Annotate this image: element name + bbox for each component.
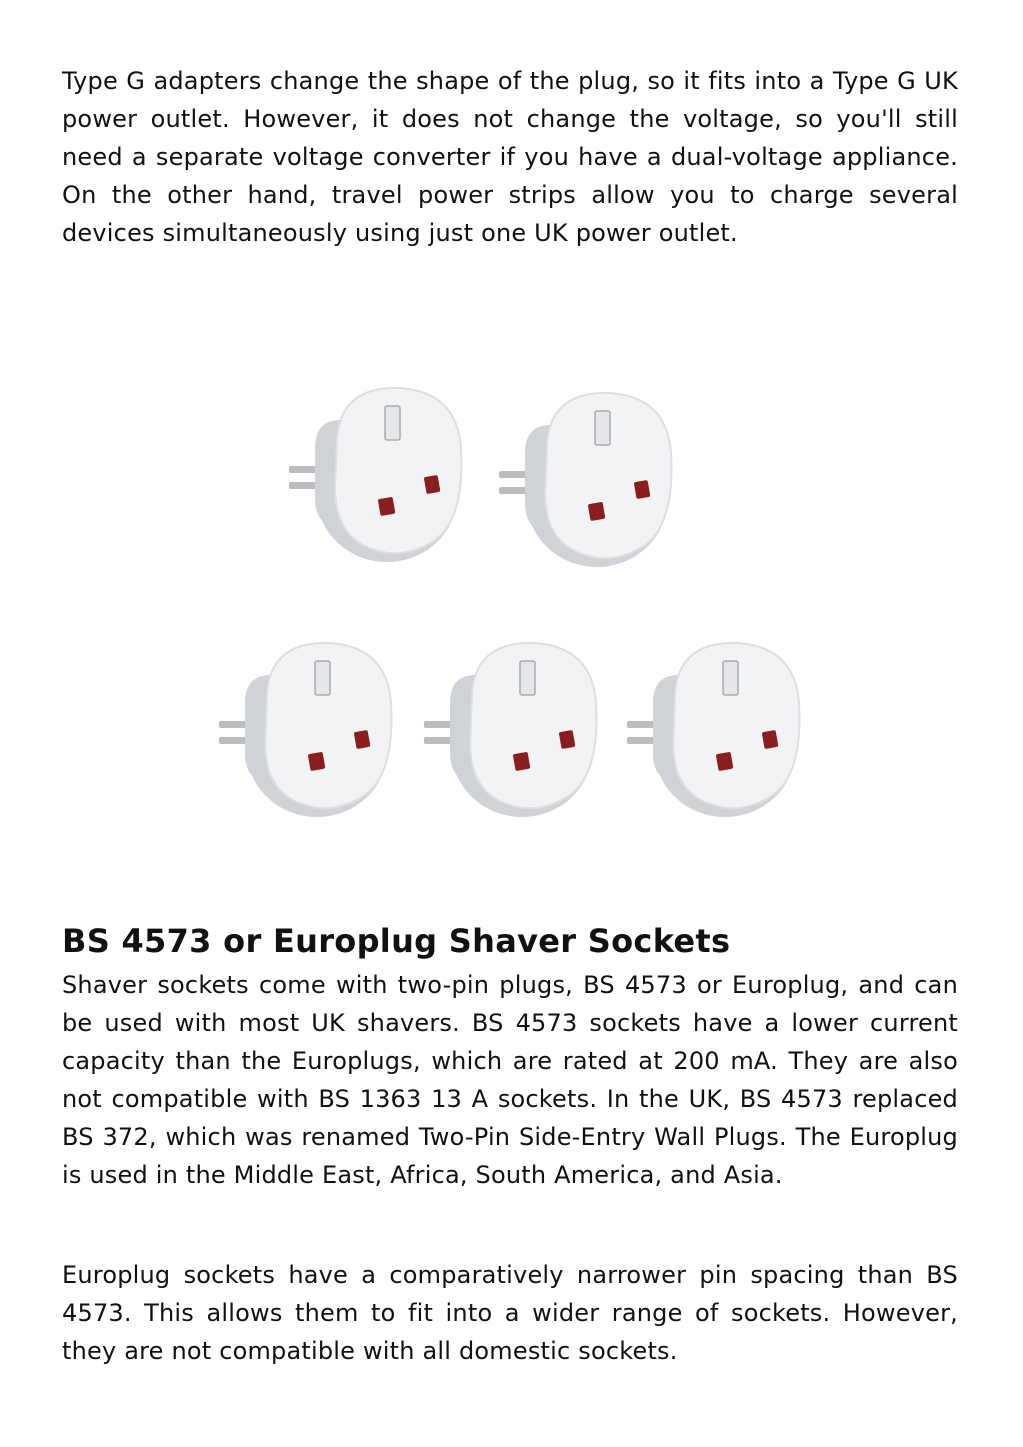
type-g-adapter-icon <box>285 378 475 568</box>
section-paragraph-1: Shaver sockets come with two-pin plugs, BS 4573 or Europlug, and can be used with most UK shavers. BS 4573 sockets have a lower current capacity than the Europlugs, which are rated at 200 mA. They are also not compatible with BS 1363 13 A sockets. In the UK, BS 4573 replaced BS 372, which was renamed Two-Pin Side-Entry Wall Plugs. The Europlug is used in the Middle East, Africa, South America, and Asia. <box>62 971 958 1189</box>
type-g-adapter-icon <box>215 633 405 823</box>
section-heading: BS 4573 or Europlug Shaver Sockets <box>62 922 731 960</box>
type-g-adapter-icon <box>420 633 610 823</box>
type-g-adapter-icon <box>623 633 813 823</box>
adapters-photo <box>215 378 815 848</box>
section-paragraph-2: Europlug sockets have a comparatively narrower pin spacing than BS 4573. This allows them to fit into a wider range of sockets. However, they are not compatible with all domestic sockets. <box>62 1261 958 1365</box>
type-g-adapter-icon <box>495 383 685 573</box>
intro-paragraph: Type G adapters change the shape of the plug, so it fits into a Type G UK power outlet. However, it does not change the voltage, so you'll still need a separate voltage converter if you have a dual-voltage appliance. On the other hand, travel power strips allow you to charge several devices simultaneously using just one UK power outlet. <box>62 67 958 247</box>
